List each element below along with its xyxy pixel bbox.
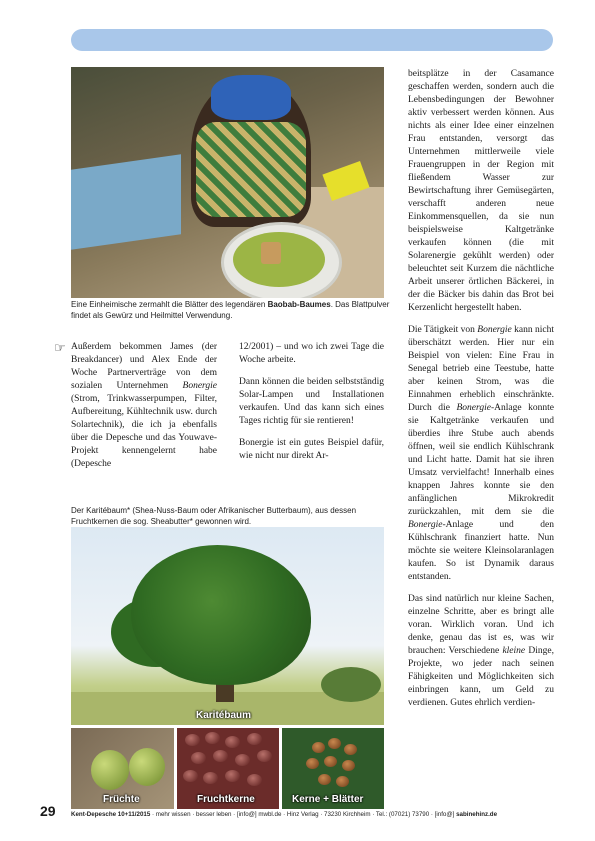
- header-bar: [71, 29, 553, 51]
- karite-tree-photo: [71, 527, 384, 725]
- tree-label: Karitébaum: [196, 710, 252, 721]
- baobab-grinding-photo: [71, 67, 384, 298]
- text-column-1: Außerdem bekommen James (der Breakdancer) und Alex Ende der Woche Partnerverträge von dem sozialen Unternehmen Bonergie (Strom, Trinkwasserpumpen, Filter, Aufbereitung, Kühltechnik usw. durch Solartechnik), die ich ja ebenfalls über die Depesche und das Youwave-Projekt kennengelernt habe (Depesche: [71, 342, 217, 469]
- pointing-hand-icon: ☞: [54, 341, 66, 356]
- kernels-label: Fruchtkerne: [197, 794, 255, 805]
- fruits-label: Früchte: [103, 794, 140, 805]
- page-footer: Kent-Depesche 10+11/2015 · mehr wissen · besser leben · [info@] mwbl.de · Hinz Verlag · 73230 Kirchheim · Tel.: (07021) 73790 · [info@] sabinehinz.de: [71, 811, 498, 818]
- photo-caption-top: Eine Einheimische zermahlt die Blätter des legendären Baobab-Baumes. Das Blattpulver findet als Gewürz und Heilmittel Verwendung.: [71, 300, 390, 320]
- fruits-photo: [71, 728, 174, 809]
- nuts-leaves-label: Kerne + Blätter: [292, 794, 364, 805]
- kernels-photo: [177, 728, 279, 809]
- nuts-leaves-photo: [282, 728, 384, 809]
- text-column-2: 12/2001) – und wo ich zwei Tage die Woche arbeite. Dann können die beiden selbstständig Solar-Lampen und Installationen verkaufen. Und das kann sich eines Tages richtig für sie rentieren! Bonergie ist ein gutes Beispiel dafür, wie nicht nur direkt Ar-: [239, 342, 384, 461]
- page-number: 29: [40, 803, 56, 819]
- tree-caption: Der Karitébaum* (Shea-Nuss-Baum oder Afrikanischer Butterbaum), aus dessen Fruchtkernen die sog. Sheabutter* gewonnen wird.: [71, 506, 357, 526]
- text-column-3: beitsplätze in der Casamance geschaffen werden, sondern auch die Lebensbedingungen der Bewohner aktiv verbessert werden können. Aus nichts als einer Idee einer einzelnen Frau entstanden, versorgt das Unternehmen mittlerweile viele Frauengruppen in der Region mit fließendem Wasser zur Bewirtschaftung ihrer Gemüsegärten, verschafft anderen neue Einkommensquellen, da sie nun beispielsweise Kaltgetränke verkaufen können (die mit Solarenergie gekühlt werden) oder beleuchtet seit Kurzem die nächtliche Arbeit unserer örtlichen Bäckerei, in der die Bäcker bis dahin das Brot bei Kerzenlicht hergestellt haben. Die Tätigkeit von Bonergie kann nicht überschätzt werden. Hier nur ein Beispiel von vielen: Eine Frau in Senegal betrieb eine Teestube, hatte aber keinen Strom, was die Einnahmen erheblich einschränkte. Durch die Bonergie-Anlage konnte sie Kaltgetränke verkaufen und überdies ihre Stube auch abends öffnen, weil sie endlich Kühlschrank und Licht hatte. Damit hat sie ihren Umsatz vervielfacht! Innerhalb eines knappen Jahres konnte sie den anfänglichen Mikrokredit zurückzahlen, mit dem sie die Bonergie-Anlage und den Kühlschrank finanziert hatte. Nun möchte sie weitere Kleinsolaranlagen kaufen. So ist Dynamik daraus entstanden. Das sind natürlich nur kleine Sachen, einzelne Schritte, aber es bringt alle voran. Wirklich voran. Und ich denke, genau das ist es, was wir brauchen: Verschiedene kleine Dinge, Projekte, wo jeder nach seinen Fähigkeiten und Möglichkeiten sich einbringen kann, um Geld zu verdienen. Gutes ehrlich verdien-: [408, 69, 554, 708]
